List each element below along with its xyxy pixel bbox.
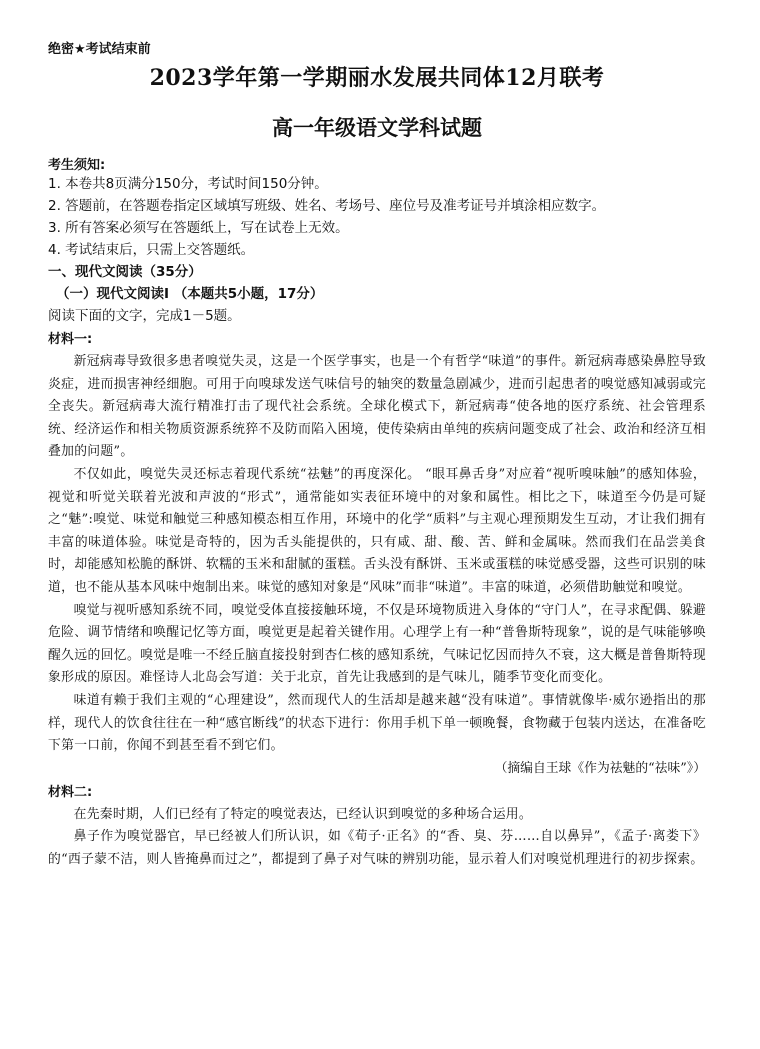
material-two-label: 材料二: (48, 784, 93, 800)
secret-label: 绝密★考试结束前 (48, 42, 151, 57)
notice-item: 1. 本卷共8页满分150分，考试时间150分钟。 (48, 176, 328, 192)
material-one-source: （摘编自王球《作为祛魅的“祛味”》） (494, 760, 706, 776)
material-two-paragraph: 在先秦时期，人们已经有了特定的嗅觉表达，已经认识到嗅觉的多种场合运用。 (73, 806, 532, 822)
notice-item: 4. 考试结束后，只需上交答题纸。 (48, 242, 255, 258)
notice-heading: 考生须知: (48, 158, 106, 173)
exam-title: 2023学年第一学期丽水发展共同体12月联考 (149, 65, 605, 91)
material-one-paragraph: 不仅如此，嗅觉失灵还标志着现代系统“祛魅”的再度深化。 “眼耳鼻舌身”对应着“视听嗅味触”的感知体验，视觉和听觉关联着光波和声波的“形式”，通常能如实表征环境中的对象和属性。相比之下，味道至今仍是可疑之“魅”:嗅觉、味觉和触觉三种感知模态相互作用，环境中的化学“质料”与主观心理预期发生互动，才让我们拥有丰富的味道体验。味觉是奇特的，因为舌头能提供的，只有咸、甜、酸、苦、鲜和金属味。然而我们在品尝美食时，却能感知松脆的酥饼、软糯的玉米和甜腻的蛋糕。舌头没有酥饼、玉米或蛋糕的味觉感受器，这些可识别的味道，也不能从基本风味中炮制出来。味觉的感知对象是“风味”而非“味道”。丰富的味道，必须借助触觉和嗅觉。 (48, 466, 706, 595)
section-heading: 一、现代文阅读（35分） (48, 264, 202, 280)
notice-item: 2. 答题前，在答题卷指定区域填写班级、姓名、考场号、座位号及准考证号并填涂相应数字。 (48, 198, 606, 214)
reading-instruction: 阅读下面的文字，完成1－5题。 (48, 308, 241, 324)
material-one-paragraph: 嗅觉与视听感知系统不同，嗅觉受体直接接触环境，不仅是环境物质进入身体的“守门人”，在寻求配偶、躲避危险、调节情绪和唤醒记忆等方面，嗅觉更是起着关键作用。心理学上有一种“普鲁斯特现象”，说的是气味能够唤醒久远的回忆。嗅觉是唯一不经丘脑直接投射到杏仁核的感知系统，气味记忆因而持久不衰，这大概是普鲁斯特现象形成的原因。难怪诗人北岛会写道：关于北京，首先让我感到的是气味儿，随季节变化而变化。 (48, 602, 706, 686)
material-one-paragraph: 新冠病毒导致很多患者嗅觉失灵，这是一个医学事实，也是一个有哲学“味道”的事件。新冠病毒感染鼻腔导致炎症，进而损害神经细胞。可用于向嗅球发送气味信号的轴突的数量急剧减少，进而引起患者的嗅觉感知减弱或完全丧失。新冠病毒大流行精准打击了现代社会系统。全球化模式下，新冠病毒“使各地的医疗系统、社会管理系统、经济运作和相关物质资源系统猝不及防而陷入困境，使传染病由单纯的疾病问题变成了社会、政治和经济互相叠加的问题”。 (48, 354, 706, 460)
subsection-heading: （一）现代文阅读Ⅰ （本题共5小题，17分） (56, 286, 324, 302)
exam-subtitle: 高一年级语文学科试题 (272, 115, 482, 140)
material-two-paragraph: 鼻子作为嗅觉器官，早已经被人们所认识，如《荀子·正名》的“香、臭、芬……自以鼻异”，《孟子·离娄下》的“西子蒙不洁，则人皆掩鼻而过之”，都提到了鼻子对气味的辨别功能，显示着人们对嗅觉机理进行的初步探索。 (48, 829, 706, 867)
material-one-label: 材料一: (48, 332, 93, 347)
material-one-paragraph: 味道有赖于我们主观的“心理建设”，然而现代人的生活却是越来越“没有味道”。事情就像毕·威尔逊指出的那样，现代人的饮食往往在一种“感官断线”的状态下进行：你用手机下单一顿晚餐，食物藏于包装内送达，在准备吃下第一口前，你闻不到甚至看不到它们。 (48, 692, 706, 754)
notice-item: 3. 所有答案必须写在答题纸上，写在试卷上无效。 (48, 220, 349, 236)
